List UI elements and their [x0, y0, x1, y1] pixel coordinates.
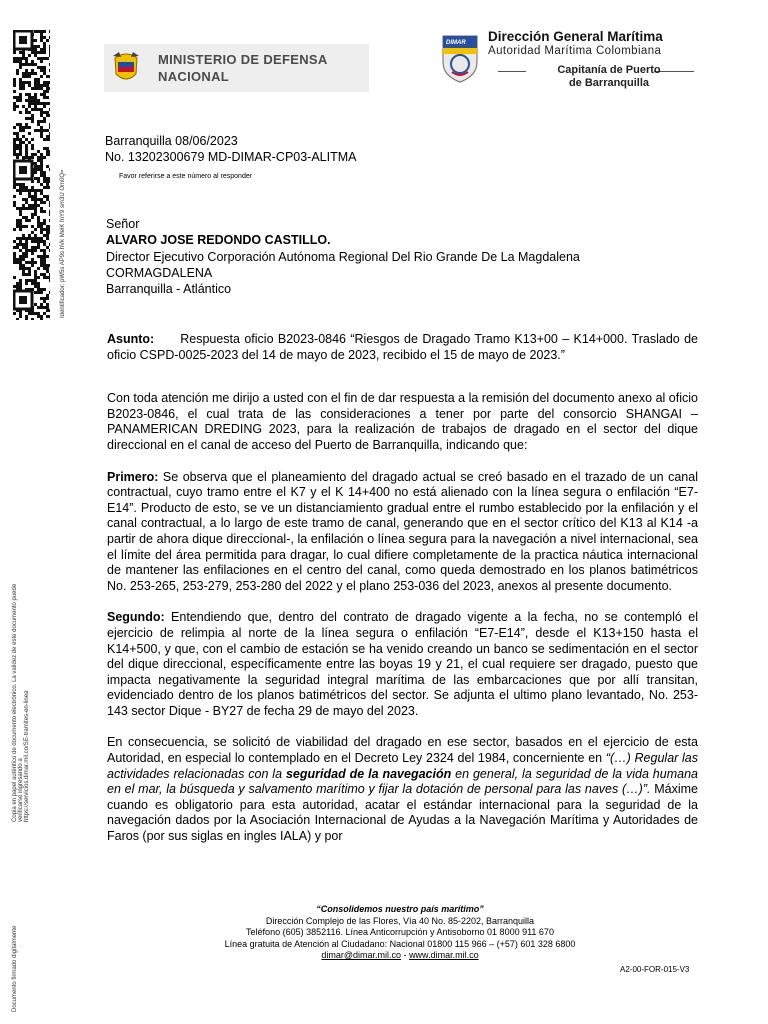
primero-text: Se observa que el planeamiento del dragado actual se creó basado en el trazado de un canal contractual, cuyo tramo entre el K7 y el K 14+400 no está alienado con la línea segura o enfilación “E7-E14”. Producto de esto, se ve un distanciamiento gradual entre el rumbo establecido por la enfilación y el canal contractual, a lo largo de este tramo de canal, generando que en el sector crítico del K13 al K14 -a partir de ahora dique direccional-, la enfilación o línea segura para la navegación a nivel internacional, sea el límite del área permitida para dragar, lo cual difiere completamente de la practica náutica internacional de mantener las enfilaciones en el centro del canal, como queda demostrado en los planos batimétricos No. 253-265, 253-279, 253-280 del 2022 y el plano 253-036 del 2023, anexos al presente documento. — [107, 469, 698, 593]
recipient-org: CORMAGDALENA — [106, 265, 213, 280]
dimar-title: Dirección General Marítima — [488, 29, 663, 44]
recipient-block — [106, 216, 580, 297]
recipient-city: Barranquilla - Atlántico — [106, 282, 232, 297]
letter-header — [105, 133, 357, 185]
document-number: No. 13202300679 MD-DIMAR-CP03-ALITMA — [105, 150, 357, 164]
authenticity-note: Copia en papel auténtico de documento electrónico. La validez de este documento puede verificarse ingresando a https://servicios.dimar.mil.co/SE-tramites-en-linea — [12, 583, 30, 822]
primero-paragraph — [107, 470, 698, 595]
form-code: A2-00-FOR-015-V3 — [620, 965, 690, 974]
document-identifier: Identificador: pW5s AP9s hVk MeiK fnY9 sm3U Om0Q= — [60, 169, 66, 318]
digital-signature-note: Documento firmado digitalmente — [12, 925, 18, 1012]
refer-note: Favor referirse a este número al responder — [119, 173, 253, 180]
colombia-coat-of-arms-icon — [111, 50, 141, 91]
email-link[interactable]: dimar@dimar.mil.co — [321, 950, 402, 960]
subject-text: Respuesta oficio B2023-0846 “Riesgos de Dragado Tramo K13+00 – K14+000. Traslado de oficio CSPD-0025-2023 del 14 de mayo de 2023, recibido el 15 de mayo de 2023.” — [107, 332, 698, 362]
dimar-subtitle: Autoridad Marítima Colombiana — [488, 45, 662, 57]
segundo-label: Segundo: — [107, 610, 165, 625]
dimar-logo-text: DIMAR — [446, 40, 466, 46]
qr-code — [13, 30, 50, 320]
footer-phone: Teléfono (605) 3852116. Línea Anticorrupción y Antisoborno 01 8000 911 670 — [246, 927, 554, 937]
salutation: Señor — [106, 217, 140, 231]
subject — [107, 332, 698, 363]
website-link[interactable]: www.dimar.mil.co — [409, 950, 479, 960]
footer-address: Dirección Complejo de las Flores, Vía 40 No. 85-2202, Barranquilla — [265, 915, 535, 926]
primero-label: Primero: — [107, 469, 159, 484]
ministry-name: MINISTERIO DE DEFENSA NACIONAL — [158, 52, 328, 84]
footer-hotline: Línea gratuita de Atención al Ciudadano: Nacional 01800 115 966 – (+57) 601 328 6800 — [224, 938, 576, 949]
consecuencia-paragraph: En consecuencia, se solicitó de viabilidad del dragado en ese sector, basados en el ejercicio de esta Autoridad, en especial lo contemplado en el Decreto Ley 2324 del 1984, concerniente en “(…) Regular las actividades relacionadas con la seguridad de la navegación en general, la seguridad de la vida humana en el mar, la búsqueda y salvamento marítimo y fijar la dotación de personal para las naves (…)”. Máxime cuando es obligatorio para esta autoridad, acatar el estándar internacional para la seguridad de la navegación dados por la Asociación Internacional de Ayudas a la Navegación Marítima y Autoridades de Faros (por sus siglas en ingles IALA) y por — [107, 735, 698, 844]
recipient-title: Director Ejecutivo Corporación Autónoma Regional Del Rio Grande De La Magdalena — [106, 249, 580, 264]
intro-paragraph: Con toda atención me dirijo a usted con el fin de dar respuesta a la remisión del documento anexo al oficio B2023-0846, el cual trata de las consideraciones a tener por parte del consorcio SHANGAI – PANAMERICAN DREDING 2023, para la realización de trabajos de dragado en el sector del dique direccional en el canal de acceso del Puerto de Barranquilla, indicando que: — [107, 391, 698, 452]
subject-label: Asunto: — [107, 332, 155, 346]
segundo-paragraph — [107, 610, 698, 719]
recipient-name: ALVARO JOSE REDONDO CASTILLO. — [106, 233, 331, 248]
slogan: “Consolidemos nuestro país marítimo” — [316, 904, 484, 914]
place-date: Barranquilla 08/06/2023 — [105, 134, 238, 148]
segundo-text: Entendiendo que, dentro del contrato de dragado vigente a la fecha, no se contempló el ejercicio de relimpia al norte de la línea segura o enfilación “E7-E14”, desde el K13+150 hasta el K14+500, y que, con el cambio de estación se ha venido creando un banco se sedimentación en el sector del dique direccional, específicamente entre las boyas 19 y 21, el cual requiere ser dragado, puesto que impacta negativamente la seguridad integral marítima de las embarcaciones que por allí transitan, evidenciado dentro de los planos batimétricos del sector. Se adjunta el ultimo plano levantado, No. 253-143 sector Dique - BY27 de fecha 29 de mayo del 2023. — [107, 610, 698, 718]
port-authority-name: Capitanía de Puerto de Barranquilla — [557, 64, 661, 89]
letter-body — [107, 332, 698, 861]
footer: “Consolidemos nuestro país marítimo” Dirección Complejo de las Flores, Vía 40 No. 85-2202, Barranquilla Teléfono (605) 3852116. Línea Anticorrupción y Antisoborno 01 8000 911 670 Línea gratuita de Atención al Ciudadano: Nacional 01800 115 966 – (+57) 601 328 6800 dimar@dimar.mil.co - www.dimar.mil.co — [180, 904, 620, 962]
